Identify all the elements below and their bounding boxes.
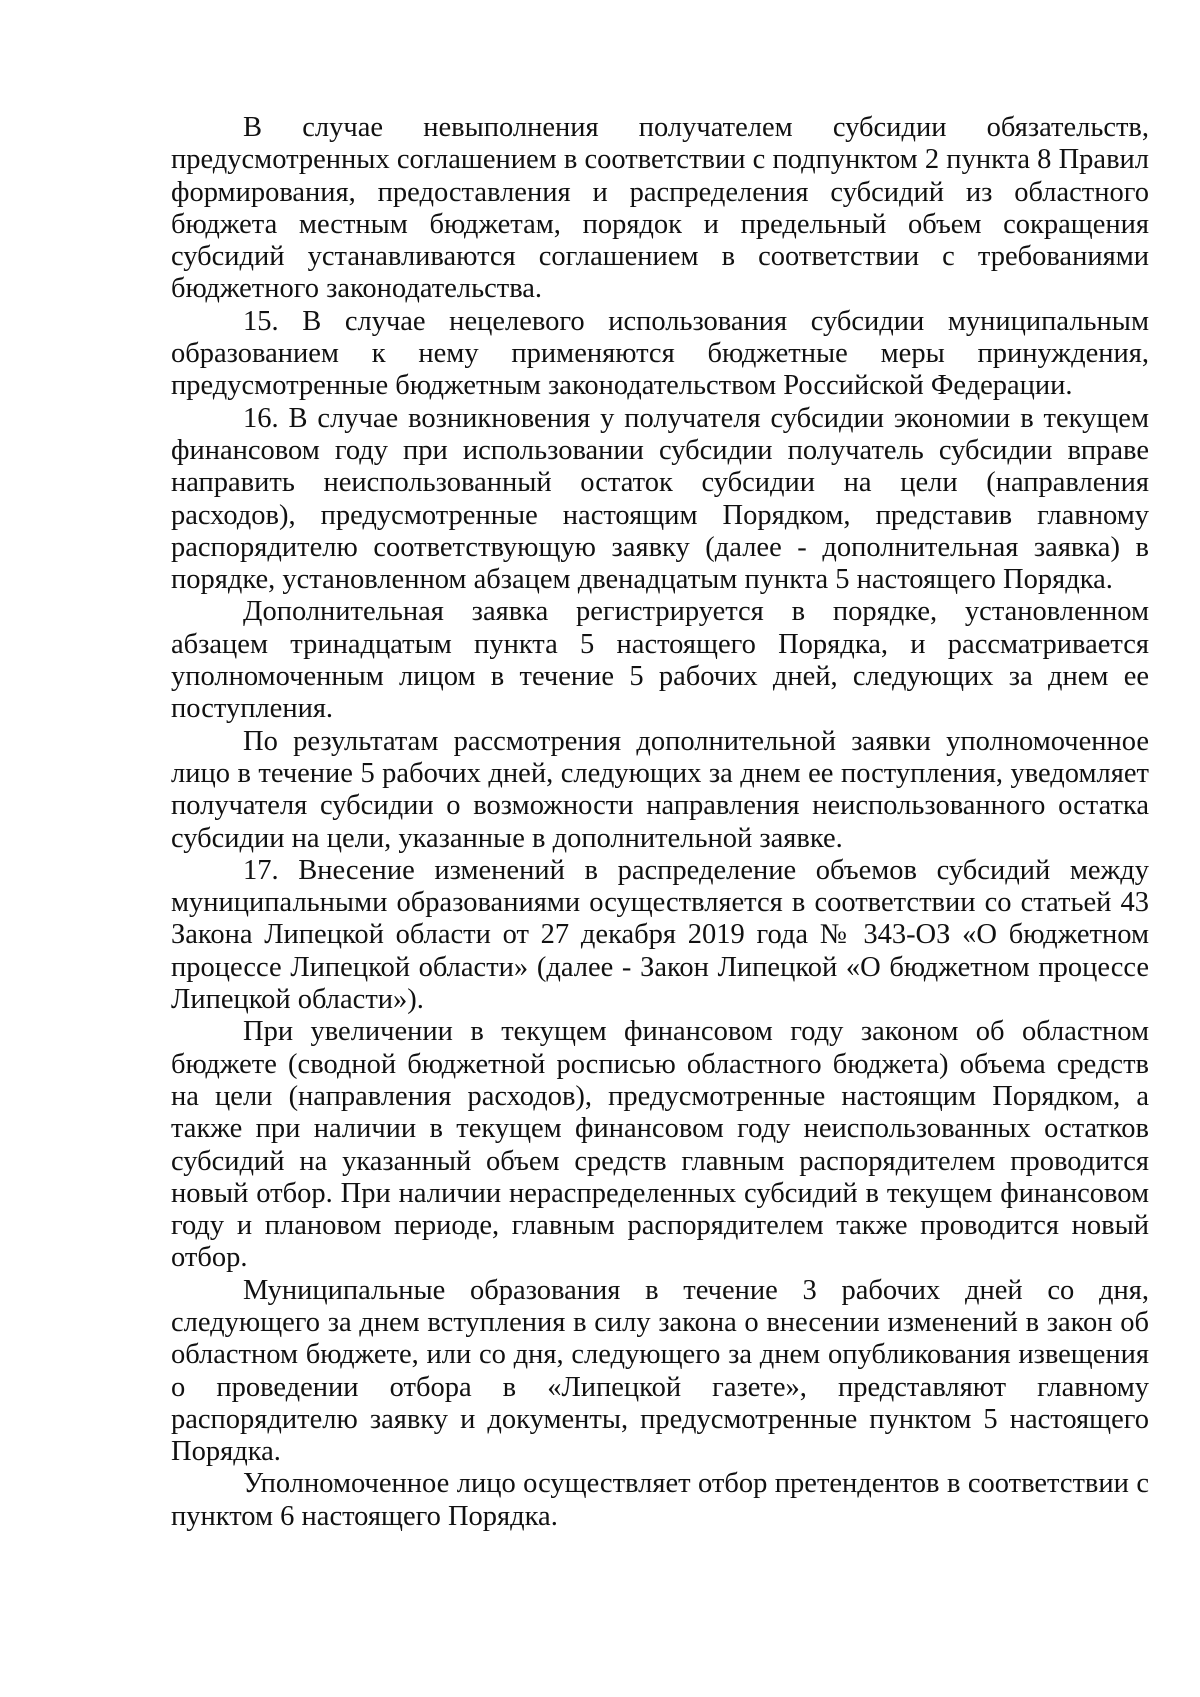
- paragraph-selection: Уполномоченное лицо осуществляет отбор претендентов в соответствии с пунктом 6 настоящего Порядка.: [171, 1468, 1149, 1532]
- paragraph-additional-application: Дополнительная заявка регистрируется в порядке, установленном абзацем тринадцатым пункта 5 настоящего Порядка, и рассматривается уполномоченным лицом в течение 5 рабочих дней, следующих за днем ее поступления.: [171, 596, 1149, 725]
- paragraph-municipal-submission: Муниципальные образования в течение 3 рабочих дней со дня, следующего за днем вступления в силу закона о внесении изменений в закон об областном бюджете, или со дня, следующего за днем опубликования извещения о проведении отбора в «Липецкой газете», представляют главному распорядителю заявку и документы, предусмотренные пунктом 5 настоящего Порядка.: [171, 1274, 1149, 1468]
- document-body: [171, 112, 1149, 1533]
- paragraph-item-17: 17. Внесение изменений в распределение объемов субсидий между муниципальными образованиями осуществляется в соответствии со статьей 43 Закона Липецкой области от 27 декабря 2019 года № 343-ОЗ «О бюджетном процессе Липецкой области» (далее - Закон Липецкой «О бюджетном процессе Липецкой области»).: [171, 854, 1149, 1016]
- paragraph-item-15: 15. В случае нецелевого использования субсидии муниципальным образованием к нему применяются бюджетные меры принуждения, предусмотренные бюджетным законодательством Российской Федерации.: [171, 305, 1149, 402]
- paragraph-item-16: 16. В случае возникновения у получателя субсидии экономии в текущем финансовом году при использовании субсидии получатель субсидии вправе направить неиспользованный остаток субсидии на цели (направления расходов), предусмотренные настоящим Порядком, представив главному распорядителю соответствующую заявку (далее - дополнительная заявка) в порядке, установленном абзацем двенадцатым пункта 5 настоящего Порядка.: [171, 402, 1149, 596]
- paragraph-review-results: По результатам рассмотрения дополнительной заявки уполномоченное лицо в течение 5 рабочих дней, следующих за днем ее поступления, уведомляет получателя субсидии о возможности направления неиспользованного остатка субсидии на цели, указанные в дополнительной заявке.: [171, 725, 1149, 854]
- paragraph-budget-increase: При увеличении в текущем финансовом году законом об областном бюджете (сводной бюджетной росписью областного бюджета) объема средств на цели (направления расходов), предусмотренные настоящим Порядком, а также при наличии в текущем финансовом году неиспользованных остатков субсидий на указанный объем средств главным распорядителем проводится новый отбор. При наличии нераспределенных субсидий в текущем финансовом году и плановом периоде, главным распорядителем также проводится новый отбор.: [171, 1016, 1149, 1274]
- paragraph-subsidy-obligations: В случае невыполнения получателем субсидии обязательств, предусмотренных соглашением в соответствии с подпунктом 2 пункта 8 Правил формирования, предоставления и распределения субсидий из областного бюджета местным бюджетам, порядок и предельный объем сокращения субсидий устанавливаются соглашением в соответствии с требованиями бюджетного законодательства.: [171, 112, 1149, 305]
